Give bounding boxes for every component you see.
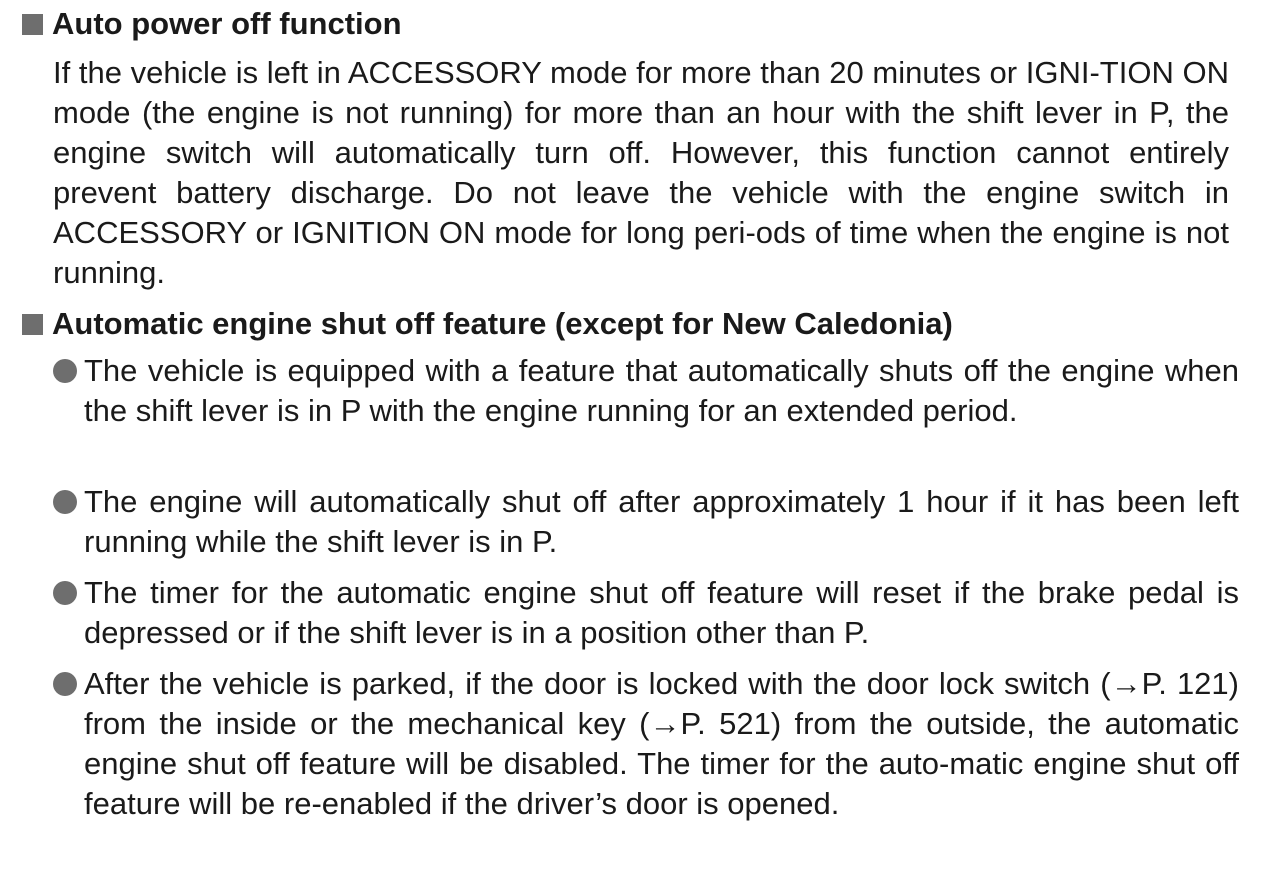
auto-power-off-paragraph: If the vehicle is left in ACCESSORY mode for more than 20 minutes or IGNI-TION ON mode (the engine is not running) for more than an hour with the shift lever in P, the engine switch will automatically turn off. However, this function cannot entirely prevent battery discharge. Do not leave the vehicle with the engine switch in ACCESSORY or IGNITION ON mode for long peri-ods of time when the engine is not running. bbox=[53, 55, 1229, 290]
circle-bullet-icon bbox=[53, 672, 77, 696]
list-item bbox=[53, 573, 1239, 653]
list-item-text: The timer for the automatic engine shut off feature will reset if the brake pedal is depressed or if the shift lever is in a position other than P. bbox=[84, 575, 1239, 650]
section-heading-auto-power-off bbox=[22, 4, 402, 44]
list-item bbox=[53, 664, 1239, 824]
square-bullet-icon bbox=[22, 14, 43, 35]
section-heading-engine-shut-off bbox=[22, 304, 953, 344]
section-heading-text: Automatic engine shut off feature (except for New Caledonia) bbox=[52, 306, 953, 341]
list-item-text: After the vehicle is parked, if the door is locked with the door lock switch (→P. 121) from the inside or the mechanical key (→P. 521) from the outside, the automatic engine shut off feature will be disabled. The timer for the auto-matic engine shut off feature will be re-enabled if the driver’s door is opened. bbox=[84, 666, 1239, 821]
circle-bullet-icon bbox=[53, 581, 77, 605]
list-item-text: The engine will automatically shut off after approximately 1 hour if it has been left running while the shift lever is in P. bbox=[84, 484, 1239, 559]
circle-bullet-icon bbox=[53, 359, 77, 383]
circle-bullet-icon bbox=[53, 490, 77, 514]
square-bullet-icon bbox=[22, 314, 43, 335]
list-item-text: The vehicle is equipped with a feature that automatically shuts off the engine when the shift lever is in P with the engine running for an extended period. bbox=[84, 353, 1239, 428]
list-item bbox=[53, 482, 1239, 562]
list-item bbox=[53, 351, 1239, 431]
section-heading-text: Auto power off function bbox=[52, 6, 402, 41]
